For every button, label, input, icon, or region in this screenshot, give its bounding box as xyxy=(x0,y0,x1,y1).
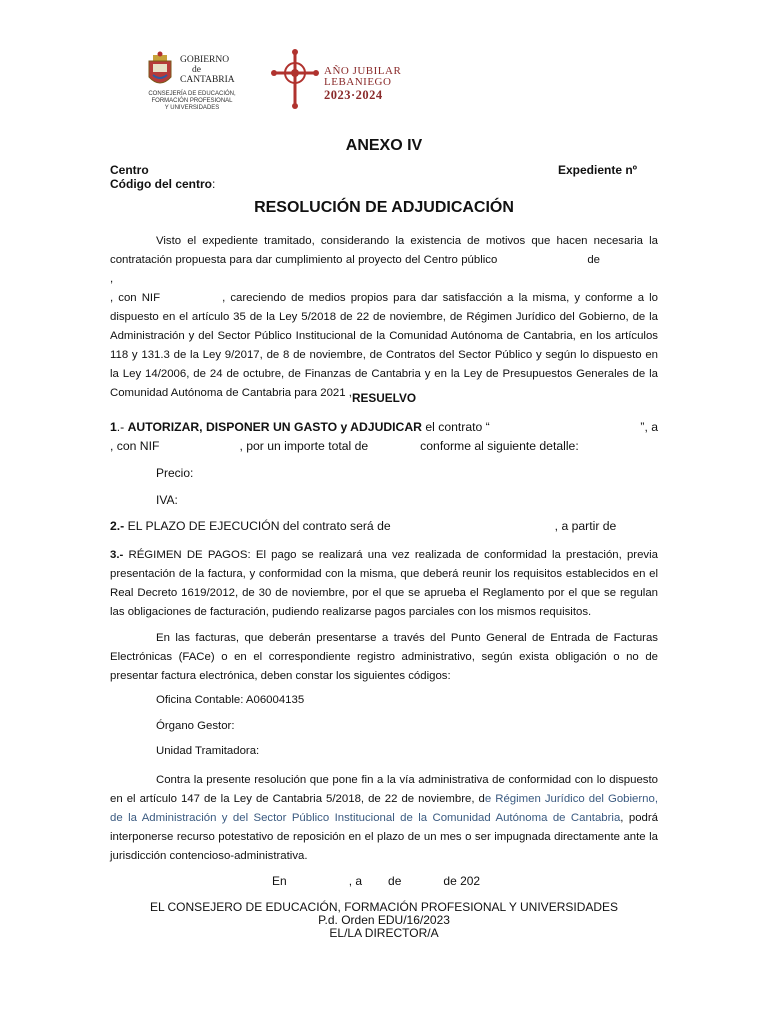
codigo-centro-field xyxy=(110,177,215,191)
intro-nif-lead: , con NIF xyxy=(110,292,161,304)
iva-label: IVA: xyxy=(156,493,178,507)
item-1-bold: AUTORIZAR, DISPONER UN GASTO y ADJUDICAR xyxy=(127,420,422,434)
oficina-contable: Oficina Contable: A06004135 xyxy=(156,694,305,706)
item-2-number: 2.- xyxy=(110,519,125,533)
intro-text-cont: , careciendo de medios propios para dar satisfacción a la misma, y conforme a lo dispuesto en el artículo 35 de la Ley 5/2018 de 22 de noviembre, de Régimen Jurídico del Gobierno, de la Administración y del Sector Público Institucional de la Comunidad Autónoma de Cantabria, en los artículos 118 y 131.3 de la Ley 9/2017, de 8 de noviembre, de Contratos del Sector Público y según lo dispuesto en la Ley 14/2006, de 24 de octubre, de Finanzas de Cantabria y en la Ley de Presupuestos Generales de la Comunidad Autónoma de Cantabria para 2021 , xyxy=(110,292,658,399)
signature-line-3: EL/LA DIRECTOR/A xyxy=(329,926,439,940)
codigo-label: Código del centro xyxy=(110,177,212,191)
gob-logo-line: de xyxy=(192,65,201,75)
contra-text-c: , podrá interponerse recurso potestativo de reposición en el plazo de un mes o ser impugnada directamente ante la jurisdicción contencioso-administrativa. xyxy=(110,812,658,862)
resuelvo-heading: RESUELVO xyxy=(351,391,417,405)
date-a: , a xyxy=(348,874,363,888)
facturas-text: En las facturas, que deberán presentarse a través del Punto General de Entrada de Facturas Electrónicas (FACe) o en el correspondiente registro administrativo, según exista obligación o no de presentar factura electrónica, deben constar los siguientes códigos: xyxy=(110,632,658,682)
item-1-number: 1 xyxy=(110,420,117,434)
gobierno-cantabria-logo xyxy=(145,47,245,117)
intro-paragraph xyxy=(110,232,658,403)
item-2-tail: , a partir de xyxy=(554,519,617,533)
gob-sub-line: FORMACIÓN PROFESIONAL xyxy=(151,98,233,104)
coat-of-arms-icon xyxy=(145,51,175,91)
unidad-tramitadora: Unidad Tramitadora: xyxy=(156,745,260,757)
intro-comma: , xyxy=(110,273,114,285)
cross-icon xyxy=(270,49,320,109)
date-de1: de xyxy=(388,874,402,888)
item-1-detalle: conforme al siguiente detalle: xyxy=(420,439,579,453)
expediente-label: Expediente nº xyxy=(558,163,638,177)
item-2 xyxy=(110,519,658,533)
contra-text-a: Contra la presente resolución que pone fin a la vía administrativa de conformidad con lo dispuesto en el artículo 147 de la Ley de Cantabria 5/2018, de 22 de noviembre, d xyxy=(110,774,658,805)
jubilar-year: 2023·2024 xyxy=(324,88,383,102)
item-2-text: EL PLAZO DE EJECUCIÓN del contrato será de xyxy=(124,519,391,533)
item-1-nif: , con NIF xyxy=(110,439,160,453)
signature-line-2: P.d. Orden EDU/16/2023 xyxy=(318,913,450,927)
gob-sub-line: CONSEJERÍA DE EDUCACIÓN, xyxy=(148,91,236,97)
resolution-subtitle: RESOLUCIÓN DE ADJUDICACIÓN xyxy=(254,199,514,216)
gob-sub-line: Y UNIVERSIDADES xyxy=(164,105,220,111)
item-1-dash: .- xyxy=(116,420,128,434)
jubilar-line: AÑO JUBILAR xyxy=(324,65,402,77)
jubilar-line: LEBANIEGO xyxy=(324,76,392,88)
contra-paragraph xyxy=(110,771,658,866)
item-1-text-a: el contrato “ xyxy=(421,420,490,434)
organo-gestor: Órgano Gestor: xyxy=(156,720,235,732)
date-line xyxy=(272,874,480,888)
page-title: ANEXO IV xyxy=(345,137,423,154)
item-1-importe: , por un importe total de xyxy=(239,439,369,453)
gob-logo-line: GOBIERNO xyxy=(180,55,230,65)
item-1 xyxy=(110,418,658,456)
item-3 xyxy=(110,546,658,622)
facturas-paragraph xyxy=(110,629,658,686)
item-3-text: RÉGIMEN DE PAGOS: El pago se realizará una vez realizada de conformidad la prestación, previa presentación de la factura, y conformidad con la misma, que deberá reunir los requisitos establecidos en el Real Decreto 1619/2012, de 30 de noviembre, por el que se aprueba el Reglamento por el que se regulan las obligaciones de facturación, pudiendo realizarse pagos parciales con los mismos requisitos. xyxy=(110,549,658,618)
precio-label: Precio: xyxy=(156,466,194,480)
item-3-number: 3.- xyxy=(110,549,124,561)
intro-text: Visto el expediente tramitado, considerando la existencia de motivos que hacen necesaria la contratación propuesta para dar cumplimiento al proyecto del Centro público xyxy=(110,235,658,266)
centro-label: Centro xyxy=(110,163,149,177)
gob-logo-line: CANTABRIA xyxy=(180,75,235,85)
contra-text-b: e Régimen Jurídico del Gobierno, de la Administración y del Sector Público Institucional de la Comunidad Autónoma de Cantabria xyxy=(110,793,658,824)
codigo-colon: : xyxy=(212,177,216,191)
intro-de: de xyxy=(587,254,600,266)
date-de2: de 202 xyxy=(443,874,481,888)
item-1-text-b: ”, a xyxy=(640,420,658,434)
ano-jubilar-logo xyxy=(270,49,410,109)
signature-block xyxy=(0,901,768,940)
signature-line-1: EL CONSEJERO DE EDUCACIÓN, FORMACIÓN PROFESIONAL Y UNIVERSIDADES xyxy=(149,900,619,914)
date-en: En xyxy=(272,874,287,888)
